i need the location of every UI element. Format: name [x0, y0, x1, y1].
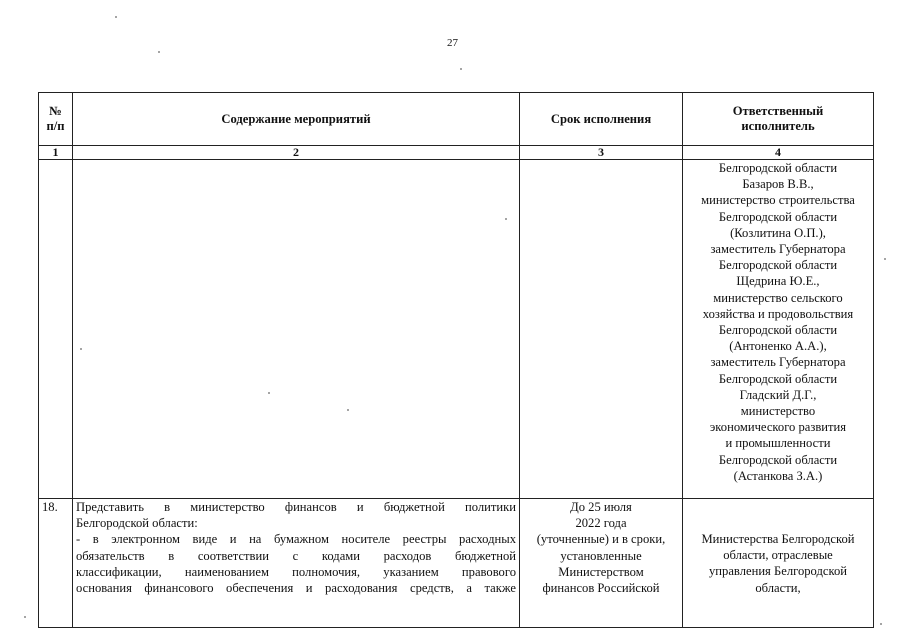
content-line: классификации, наименованием полномочия, указанием правового: [76, 564, 516, 579]
column-number: 4: [683, 146, 874, 160]
content-cell: [73, 160, 520, 499]
content-line: основания финансового обеспечения и расходования средств, а также: [76, 581, 516, 596]
row-number: 18.: [39, 499, 73, 628]
content-line: Белгородской области:: [76, 516, 198, 531]
table-row-18: [39, 499, 874, 628]
scan-speck: [24, 616, 26, 618]
row-responsible: [683, 499, 874, 628]
column-number: 1: [39, 146, 73, 160]
row-deadline: До 25 июля 2022 года (уточненные) и в сроки, установленные Министерством финансов Российской: [520, 499, 683, 628]
column-number: 3: [520, 146, 683, 160]
scan-speck: [80, 348, 82, 350]
scan-speck: [460, 68, 462, 70]
scan-speck: [880, 623, 882, 625]
number-cell: [39, 160, 73, 499]
scan-speck: [347, 409, 349, 411]
header-number: № п/п: [39, 93, 73, 146]
scan-speck: [884, 258, 886, 260]
column-number: 2: [73, 146, 520, 160]
header-responsible: Ответственный исполнитель: [683, 93, 874, 146]
row-responsible-text: Министерства Белгородской области, отраслевые управления Белгородской области,: [701, 532, 855, 595]
content-line: обязательств в соответствии с кодами расходов бюджетной: [76, 548, 516, 563]
table-row-continuation: [39, 160, 874, 499]
scan-speck: [505, 218, 507, 220]
scan-speck: [268, 392, 270, 394]
row-content: [73, 499, 520, 628]
table-header-row: [39, 93, 874, 146]
scan-speck: [115, 16, 117, 18]
activity-plan-table: [38, 92, 874, 628]
deadline-cell: [520, 160, 683, 499]
content-line: - в электронном виде и на бумажном носителе реестры расходных: [76, 532, 516, 547]
header-content: Содержание мероприятий: [73, 93, 520, 146]
column-number-row: [39, 146, 874, 160]
scan-speck: [158, 51, 160, 53]
header-deadline: Срок исполнения: [520, 93, 683, 146]
responsible-cell: Белгородской области Базаров В.В., министерство строительства Белгородской области (Козлитина О.П.), заместитель Губернатора Белгородской области Щедрина Ю.Е., министерство сельского хозяйства и продовольствия Белгородской области (Антоненко А.А.), заместитель Губернатора Белгородской области Гладский Д.Г., министерство экономического развития и промышленности Белгородской области (Астанкова З.А.): [683, 160, 874, 499]
content-line: Представить в министерство финансов и бюджетной политики: [76, 500, 516, 514]
page-number: 27: [447, 37, 458, 49]
